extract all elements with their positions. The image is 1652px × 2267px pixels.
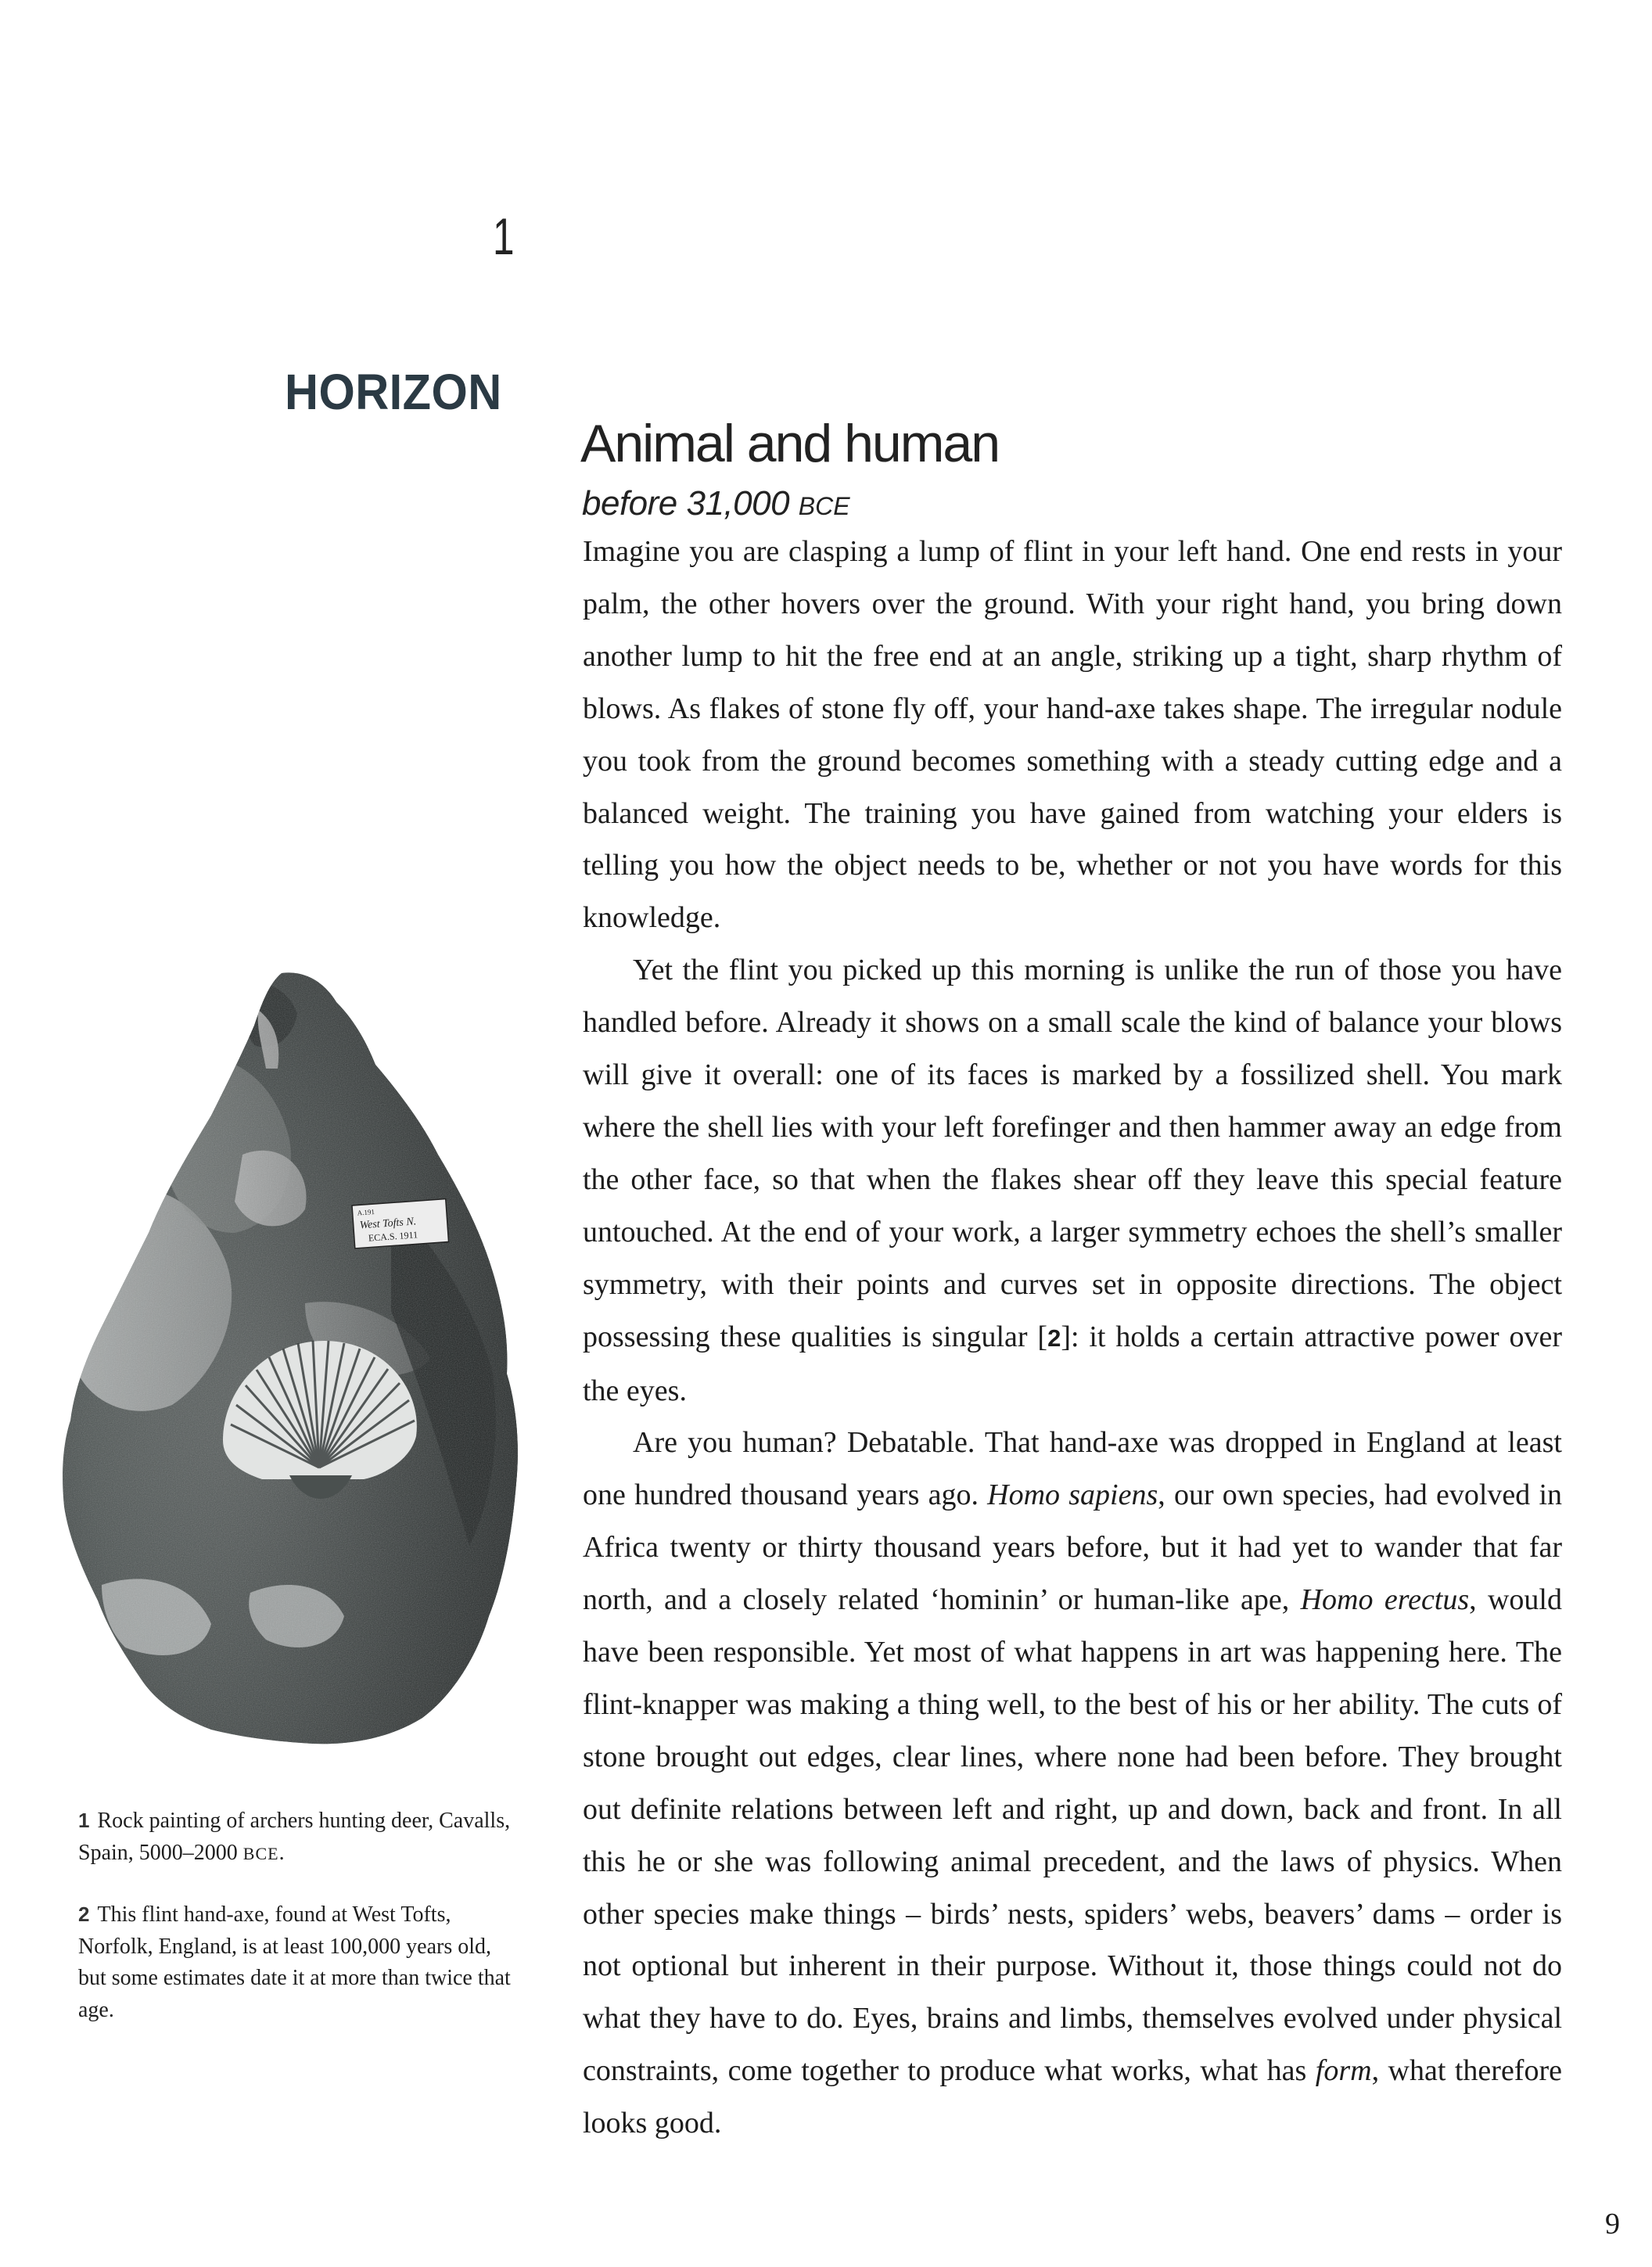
species-name: Homo sapiens <box>987 1478 1158 1512</box>
paragraph-2-text-end: ]: it holds a certain attractive power over the eyes. <box>583 1320 1562 1407</box>
paragraph-3 <box>583 1417 1562 2150</box>
specimen-label <box>352 1199 449 1248</box>
caption-era: BCE <box>242 1843 279 1863</box>
caption-number: 2 <box>78 1902 90 1926</box>
caption-end: . <box>278 1840 285 1865</box>
date-era: BCE <box>798 492 850 520</box>
date-subtitle <box>582 483 850 527</box>
paragraph-3-text: , would have been responsible. Yet most of what happens in art was happening here. The flint-knapper was making a thing well, to the best of his or her ability. The cuts of stone brought out edges, clear lines, where none had been before. They brought out definite relations between left and right, up and down, back and front. In all this he or she was following animal precedent, and the laws of physics. When other species make things – birds’ nests, spiders’ webs, beavers’ dams – order is not optional but inherent in their purpose. Without it, those things could not do what they have to do. Eyes, brains and limbs, themselves evolved under physical constraints, come together to produce what works, what has <box>583 1583 1562 2088</box>
emphasis: form <box>1315 2054 1372 2088</box>
date-prefix: before 31,000 <box>582 484 799 523</box>
figure-captions <box>78 1805 524 2055</box>
caption-number: 1 <box>78 1809 90 1832</box>
figure-reference: 2 <box>1047 1324 1061 1352</box>
paragraph-3-text: , what therefore looks good. <box>583 2054 1562 2140</box>
svg-text:ECA.S. 1911: ECA.S. 1911 <box>368 1229 418 1244</box>
svg-text:A.191: A.191 <box>357 1208 375 1217</box>
caption-text: This flint hand-axe, found at West Tofts, Norfolk, England, is at least 100,000 years old, but some estimates date it at more than twice that age. <box>78 1902 511 2022</box>
caption-2 <box>78 1899 524 2026</box>
chapter-number: 1 <box>493 207 515 265</box>
paragraph-2 <box>583 944 1562 1417</box>
caption-1 <box>78 1805 524 1870</box>
caption-text: Rock painting of archers hunting deer, Cavalls, Spain, 5000–2000 <box>78 1809 511 1865</box>
body-text <box>583 526 1562 2150</box>
paragraph-1: Imagine you are clasping a lump of flint in your left hand. One end rests in your palm, the other hovers over the ground. With your right hand, you bring down another lump to hit the free end at an angle, striking up a tight, sharp rhythm of blows. As flakes of stone fly off, your hand-axe takes shape. The irregular nodule you took from the ground becomes something with a steady cutting edge and a balanced weight. The training you have gained from watching your elders is telling you how the object needs to be, whether or not you have words for this knowledge. <box>583 535 1562 935</box>
paragraph-3-text: Are you human? Debatable. That hand-axe was dropped in England at least one hundred thousand years ago. <box>583 1426 1562 1512</box>
species-name: Homo erectus <box>1300 1583 1470 1617</box>
section-heading: HORIZON <box>285 364 502 420</box>
page-number: 9 <box>1605 2208 1620 2240</box>
article-title: Animal and human <box>580 414 1000 473</box>
svg-text:West Tofts N.: West Tofts N. <box>359 1216 417 1232</box>
hand-axe-photo <box>55 967 524 1753</box>
paragraph-2-text: Yet the flint you picked up this morning is unlike the run of those you have handled before. Already it shows on a small scale the kind of balance your blows will give it overall: one of its faces is marked by a fossilized shell. You mark where the shell lies with your left forefinger and then hammer away an edge from the other face, so that when the flakes shear off they leave this special feature untouched. At the end of your work, a larger symmetry echoes the shell’s smaller symmetry, with their points and curves set in opposite directions. The object possessing these qualities is singular [ <box>583 954 1562 1353</box>
paragraph-3-text: , our own species, had evolved in Africa twenty or thirty thousand years before, but it had yet to wander that far north, and a closely related ‘hominin’ or human-like ape, <box>583 1478 1563 1617</box>
